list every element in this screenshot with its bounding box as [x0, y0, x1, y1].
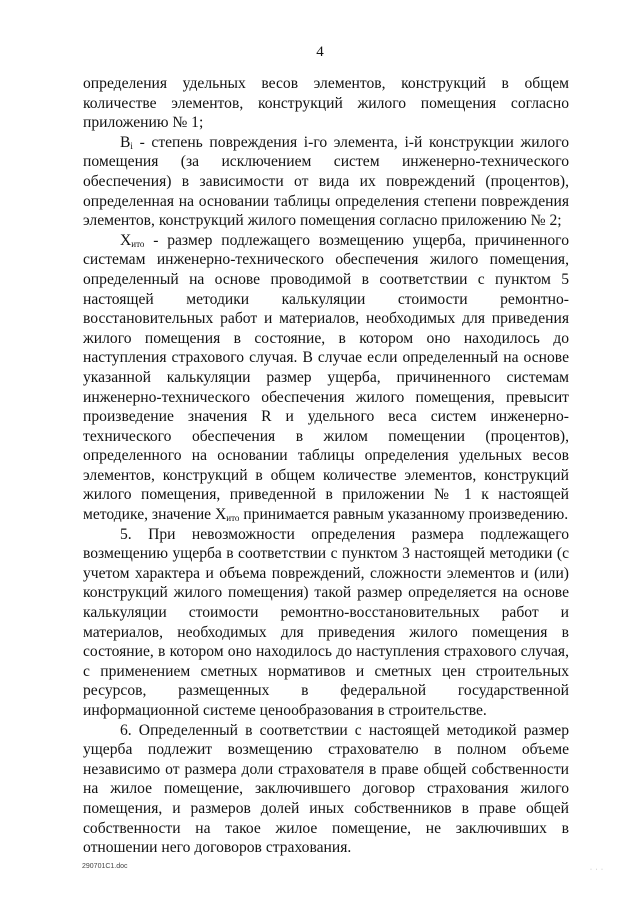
paragraph-b-definition: [83, 133, 569, 231]
paragraph-x-definition: [83, 231, 569, 525]
variable-b-subscript: i: [130, 140, 133, 151]
document-body: [83, 74, 569, 858]
paragraph-text: принимается равным указанному произведению.: [239, 506, 569, 524]
paragraph-item-6: [83, 721, 569, 858]
paragraph-text: - степень повреждения i-го элемента, i-й конструкции жилого помещения (за исключением систем инженерно-технического обеспечения) в зависимости от вида их повреждений (процентов), определенная на основании таблицы определения степени повреждения элементов, конструкций жилого помещения согласно приложению № 2;: [83, 133, 569, 230]
footer-filename: 290701C1.doc: [82, 863, 128, 870]
paragraph-text: - размер подлежащего возмещению ущерба, причиненного системам инженерно-технического обеспечения жилого помещения, определенный на основе проводимой в соответствии с пунктом 5 настоящей методики калькуляции стоимости ремонтно-восстановительных работ и материалов, необходимых для приведения жилого помещения в состояние, в котором оно находилось до наступления страхового случая. В случае если определенный на основе указанной калькуляции размер ущерба, причиненного системам инженерно-технического обеспечения жилого помещения, превысит произведение значения R и удельного веса систем инженерно-технического обеспечения в жилом помещении (процентов), определенного на основании таблицы определения удельных весов элементов, конструкций в общем количестве элементов, конструкций жилого помещения, приведенной в приложении № 1 к настоящей методике, значение: [83, 231, 569, 524]
paragraph-weights-continuation: [83, 74, 569, 133]
paragraph-item-5: [83, 525, 569, 721]
variable-x: X: [120, 231, 132, 249]
variable-x-inline-subscript: ито: [226, 513, 240, 524]
variable-b: B: [120, 133, 131, 151]
footer-mark: · · ·: [590, 867, 604, 873]
variable-x-inline: X: [215, 506, 227, 524]
paragraph-text: 6. Определенный в соответствии с настоящей методикой размер ущерба подлежит возмещению страхователю в полном объеме независимо от размера доли страхователя в праве общей собственности на жилое помещение, заключившего договор страхования жилого помещения, и размеров долей иных собственников в праве общей собственности на такое жилое помещение, не заключивших в отношении него договоров страхования.: [83, 721, 569, 857]
page-number: 4: [316, 44, 324, 60]
paragraph-text: 5. При невозможности определения размера подлежащего возмещению ущерба в соответствии с пунктом 3 настоящей методики (с учетом характера и объема повреждений, сложности элементов и (или) конструкций жилого помещения) такой размер определяется на основе калькуляции стоимости ремонтно-восстановительных работ и материалов, необходимых для приведения жилого помещения в состояние, в котором оно находилось до наступления страхового случая, с применением сметных нормативов и сметных цен строительных ресурсов, размещенных в федеральной государственной информационной системе ценообразования в строительстве.: [83, 525, 569, 719]
paragraph-text: определения удельных весов элементов, конструкций в общем количестве элементов, конструкций жилого помещения согласно приложению № 1;: [83, 75, 569, 132]
variable-x-subscript: ито: [131, 238, 145, 249]
